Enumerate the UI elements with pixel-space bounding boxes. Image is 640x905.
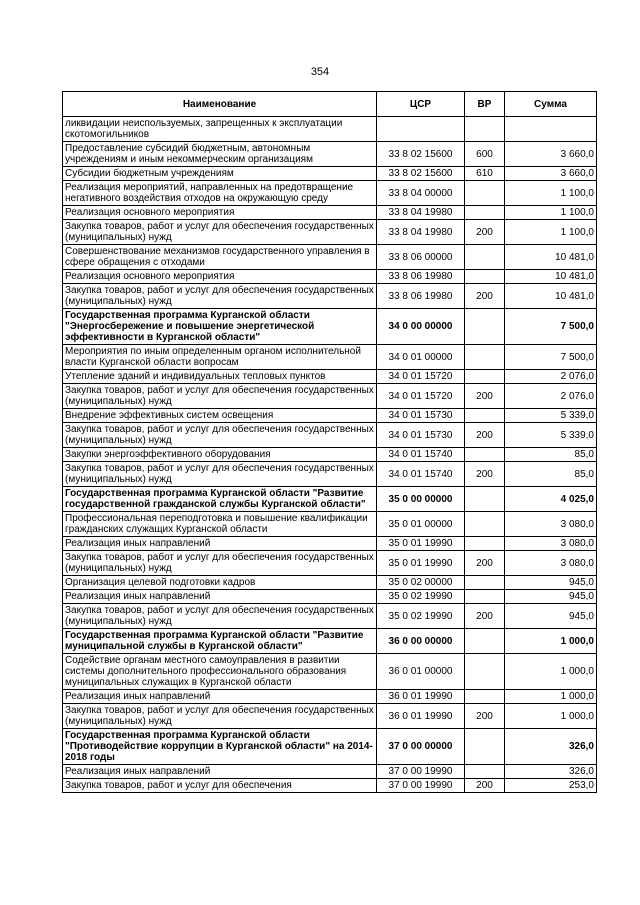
header-vr: ВР: [465, 92, 505, 117]
table-row: [63, 765, 597, 779]
row-vr: [465, 117, 505, 142]
row-sum: 4 025,0: [505, 487, 597, 512]
table-row: [63, 181, 597, 206]
row-csr: 33 8 04 19980: [377, 206, 465, 220]
row-vr: [465, 345, 505, 370]
row-csr: 34 0 00 00000: [377, 309, 465, 345]
row-vr: [465, 576, 505, 590]
row-csr: 33 8 04 19980: [377, 220, 465, 245]
row-sum: 3 080,0: [505, 512, 597, 537]
page-number: 354: [310, 66, 330, 78]
row-vr: 200: [465, 779, 505, 793]
table-row: [63, 779, 597, 793]
row-sum: 3 080,0: [505, 537, 597, 551]
row-csr: 36 0 00 00000: [377, 629, 465, 654]
row-sum: 85,0: [505, 462, 597, 487]
table-row: [63, 604, 597, 629]
row-sum: 1 000,0: [505, 654, 597, 690]
row-name: Реализация мероприятий, направленных на предотвращение негативного воздействия отходов на окружающую среду: [63, 181, 377, 206]
row-vr: [465, 629, 505, 654]
table-row: [63, 245, 597, 270]
row-sum: 1 000,0: [505, 629, 597, 654]
row-vr: [465, 690, 505, 704]
row-csr: 34 0 01 15740: [377, 462, 465, 487]
table-row: [63, 629, 597, 654]
row-name: Предоставление субсидий бюджетным, автономным учреждениям и иным некоммерческим организациям: [63, 142, 377, 167]
row-csr: 36 0 01 19990: [377, 704, 465, 729]
table-row: [63, 654, 597, 690]
header-name: Наименование: [63, 92, 377, 117]
table-row: [63, 448, 597, 462]
row-name: Закупка товаров, работ и услуг для обеспечения государственных (муниципальных) нужд: [63, 462, 377, 487]
row-csr: 33 8 02 15600: [377, 167, 465, 181]
row-vr: [465, 765, 505, 779]
row-name: Государственная программа Курганской области "Энергосбережение и повышение энергетической эффективности в Курганской области": [63, 309, 377, 345]
row-csr: 37 0 00 00000: [377, 729, 465, 765]
row-vr: [465, 409, 505, 423]
header-sum: Сумма: [505, 92, 597, 117]
table-row: [63, 206, 597, 220]
header-csr: ЦСР: [377, 92, 465, 117]
row-sum: 253,0: [505, 779, 597, 793]
row-sum: 5 339,0: [505, 423, 597, 448]
row-csr: 33 8 06 19980: [377, 284, 465, 309]
table-row: [63, 409, 597, 423]
row-name: Реализация иных направлений: [63, 590, 377, 604]
row-csr: 34 0 01 15720: [377, 370, 465, 384]
row-vr: [465, 537, 505, 551]
row-sum: 1 000,0: [505, 690, 597, 704]
row-csr: 36 0 01 19990: [377, 690, 465, 704]
row-name: ликвидации неиспользуемых, запрещенных к эксплуатации скотомогильников: [63, 117, 377, 142]
row-csr: 36 0 01 00000: [377, 654, 465, 690]
row-vr: [465, 245, 505, 270]
table-body: [63, 117, 597, 793]
row-name: Организация целевой подготовки кадров: [63, 576, 377, 590]
table-row: [63, 142, 597, 167]
row-csr: 34 0 01 15730: [377, 423, 465, 448]
row-vr: 200: [465, 604, 505, 629]
table-row: [63, 284, 597, 309]
row-sum: 3 080,0: [505, 551, 597, 576]
row-vr: 200: [465, 423, 505, 448]
row-name: Реализация иных направлений: [63, 537, 377, 551]
row-sum: 1 100,0: [505, 220, 597, 245]
row-name: Закупка товаров, работ и услуг для обеспечения государственных (муниципальных) нужд: [63, 384, 377, 409]
table-row: [63, 551, 597, 576]
row-name: Государственная программа Курганской области "Развитие муниципальной службы в Курганской области": [63, 629, 377, 654]
row-vr: 200: [465, 384, 505, 409]
row-sum: [505, 117, 597, 142]
row-name: Реализация основного мероприятия: [63, 206, 377, 220]
row-name: Реализация основного мероприятия: [63, 270, 377, 284]
table-row: [63, 590, 597, 604]
table-row: [63, 487, 597, 512]
row-vr: 200: [465, 284, 505, 309]
row-name: Закупка товаров, работ и услуг для обеспечения государственных (муниципальных) нужд: [63, 551, 377, 576]
row-name: Закупка товаров, работ и услуг для обеспечения государственных (муниципальных) нужд: [63, 423, 377, 448]
table-row: [63, 270, 597, 284]
row-csr: 35 0 02 00000: [377, 576, 465, 590]
row-vr: 200: [465, 551, 505, 576]
row-csr: 33 8 04 00000: [377, 181, 465, 206]
row-vr: [465, 590, 505, 604]
row-name: Реализация иных направлений: [63, 765, 377, 779]
row-csr: 37 0 00 19990: [377, 779, 465, 793]
row-name: Совершенствование механизмов государственного управления в сфере обращения с отходами: [63, 245, 377, 270]
row-sum: 10 481,0: [505, 270, 597, 284]
row-vr: 200: [465, 220, 505, 245]
row-csr: [377, 117, 465, 142]
row-name: Закупка товаров, работ и услуг для обеспечения государственных (муниципальных) нужд: [63, 220, 377, 245]
table-row: [63, 690, 597, 704]
table-row: [63, 462, 597, 487]
row-csr: 37 0 00 19990: [377, 765, 465, 779]
budget-table: [62, 91, 597, 793]
row-vr: [465, 270, 505, 284]
row-sum: 945,0: [505, 590, 597, 604]
row-name: Содействие органам местного самоуправления в развитии системы дополнительного профессионального образования муниципальных служащих в Курганской области: [63, 654, 377, 690]
row-sum: 1 100,0: [505, 181, 597, 206]
row-name: Закупка товаров, работ и услуг для обеспечения государственных (муниципальных) нужд: [63, 704, 377, 729]
row-vr: [465, 729, 505, 765]
row-name: Реализация иных направлений: [63, 690, 377, 704]
row-vr: [465, 487, 505, 512]
row-sum: 945,0: [505, 604, 597, 629]
row-sum: 5 339,0: [505, 409, 597, 423]
row-vr: [465, 654, 505, 690]
row-name: Закупка товаров, работ и услуг для обеспечения государственных (муниципальных) нужд: [63, 284, 377, 309]
table-row: [63, 117, 597, 142]
row-csr: 35 0 01 19990: [377, 537, 465, 551]
row-sum: 1 100,0: [505, 206, 597, 220]
table-row: [63, 512, 597, 537]
row-vr: [465, 309, 505, 345]
row-sum: 85,0: [505, 448, 597, 462]
table-header-row: [63, 92, 597, 117]
row-name: Закупка товаров, работ и услуг для обеспечения государственных (муниципальных) нужд: [63, 604, 377, 629]
row-sum: 2 076,0: [505, 370, 597, 384]
row-name: Закупка товаров, работ и услуг для обеспечения: [63, 779, 377, 793]
row-csr: 35 0 02 19990: [377, 590, 465, 604]
table-row: [63, 220, 597, 245]
row-csr: 34 0 01 00000: [377, 345, 465, 370]
table-row: [63, 384, 597, 409]
row-name: Мероприятия по иным определенным органом исполнительной власти Курганской области вопросам: [63, 345, 377, 370]
row-vr: 200: [465, 462, 505, 487]
row-sum: 7 500,0: [505, 345, 597, 370]
row-csr: 33 8 06 00000: [377, 245, 465, 270]
row-csr: 34 0 01 15720: [377, 384, 465, 409]
row-vr: [465, 512, 505, 537]
row-csr: 33 8 02 15600: [377, 142, 465, 167]
table-row: [63, 370, 597, 384]
table-row: [63, 729, 597, 765]
row-csr: 35 0 00 00000: [377, 487, 465, 512]
table-row: [63, 167, 597, 181]
row-sum: 1 000,0: [505, 704, 597, 729]
row-name: Внедрение эффективных систем освещения: [63, 409, 377, 423]
row-sum: 945,0: [505, 576, 597, 590]
row-vr: [465, 206, 505, 220]
row-sum: 326,0: [505, 729, 597, 765]
row-sum: 7 500,0: [505, 309, 597, 345]
row-vr: [465, 448, 505, 462]
row-csr: 35 0 02 19990: [377, 604, 465, 629]
row-vr: [465, 181, 505, 206]
row-name: Государственная программа Курганской области "Развитие государственной гражданской службы Курганской области": [63, 487, 377, 512]
table-row: [63, 423, 597, 448]
table-row: [63, 345, 597, 370]
table-row: [63, 309, 597, 345]
row-sum: 326,0: [505, 765, 597, 779]
row-name: Утепление зданий и индивидуальных тепловых пунктов: [63, 370, 377, 384]
row-vr: 200: [465, 704, 505, 729]
row-vr: 600: [465, 142, 505, 167]
row-csr: 34 0 01 15740: [377, 448, 465, 462]
row-sum: 10 481,0: [505, 245, 597, 270]
table-row: [63, 576, 597, 590]
row-csr: 35 0 01 00000: [377, 512, 465, 537]
row-vr: 610: [465, 167, 505, 181]
row-sum: 3 660,0: [505, 142, 597, 167]
table-row: [63, 537, 597, 551]
row-vr: [465, 370, 505, 384]
row-name: Субсидии бюджетным учреждениям: [63, 167, 377, 181]
row-csr: 34 0 01 15730: [377, 409, 465, 423]
row-sum: 10 481,0: [505, 284, 597, 309]
row-name: Государственная программа Курганской области "Противодействие коррупции в Курганской области" на 2014-2018 годы: [63, 729, 377, 765]
row-sum: 2 076,0: [505, 384, 597, 409]
table-row: [63, 704, 597, 729]
row-name: Профессиональная переподготовка и повышение квалификации гражданских служащих Курганской области: [63, 512, 377, 537]
row-sum: 3 660,0: [505, 167, 597, 181]
row-csr: 35 0 01 19990: [377, 551, 465, 576]
row-name: Закупки энергоэффективного оборудования: [63, 448, 377, 462]
row-csr: 33 8 06 19980: [377, 270, 465, 284]
